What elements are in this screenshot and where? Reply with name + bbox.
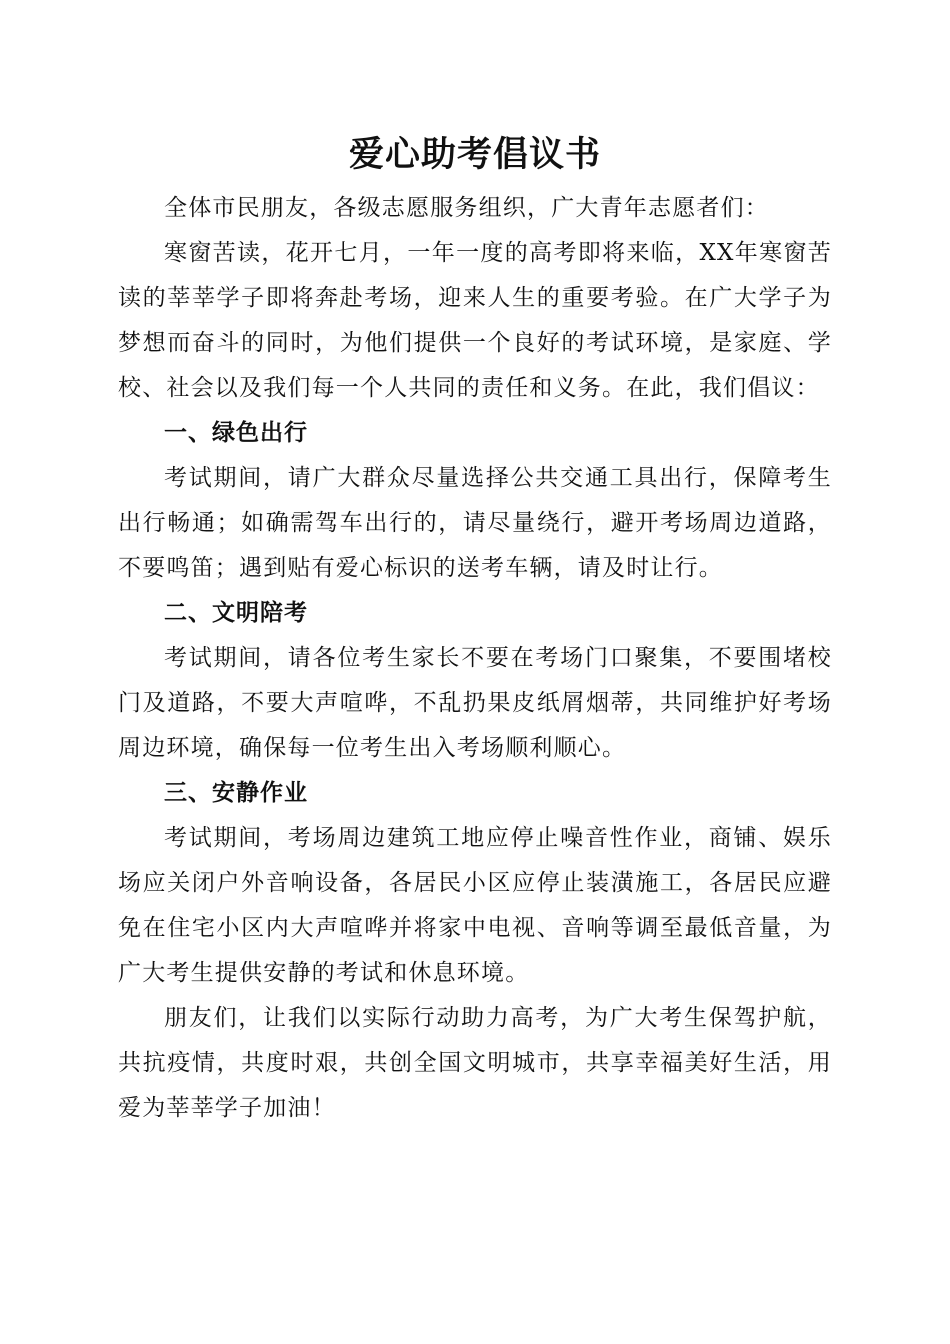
section-green-travel — [118, 411, 832, 591]
section-civilized-accompany — [118, 591, 832, 771]
section-heading: 二、文明陪考 — [164, 600, 308, 626]
salutation: 全体市民朋友，各级志愿服务组织，广大青年志愿者们： — [164, 195, 769, 221]
section-heading: 三、安静作业 — [164, 780, 308, 806]
section-body: 考试期间，考场周边建筑工地应停止噪音性作业，商铺、娱乐场应关闭户外音响设备，各居民小区应停止装潢施工，各居民应避免在住宅小区内大声喧哗并将家中电视、音响等调至最低音量，为广大考生提供安静的考试和休息环境。 — [118, 825, 832, 986]
section-body: 考试期间，请各位考生家长不要在考场门口聚集，不要围堵校门及道路，不要大声喧哗，不乱扔果皮纸屑烟蒂，共同维护好考场周边环境，确保每一位考生出入考场顺利顺心。 — [118, 645, 832, 761]
document-title: 爱心助考倡议书 — [348, 134, 601, 175]
section-heading: 一、绿色出行 — [164, 420, 308, 446]
intro-paragraph: 寒窗苦读，花开七月，一年一度的高考即将来临，XX年寒窗苦读的莘莘学子即将奔赴考场，迎来人生的重要考验。在广大学子为梦想而奋斗的同时，为他们提供一个良好的考试环境，是家庭、学校、社会以及我们每一个人共同的责任和义务。在此，我们倡议： — [118, 240, 832, 401]
closing-paragraph: 朋友们，让我们以实际行动助力高考，为广大考生保驾护航，共抗疫情，共度时艰，共创全国文明城市，共享幸福美好生活，用爱为莘莘学子加油！ — [118, 1005, 832, 1121]
document-page — [118, 128, 832, 1131]
section-body: 考试期间，请广大群众尽量选择公共交通工具出行，保障考生出行畅通；如确需驾车出行的，请尽量绕行，避开考场周边道路，不要鸣笛；遇到贴有爱心标识的送考车辆，请及时让行。 — [118, 465, 832, 581]
section-quiet-work — [118, 771, 832, 996]
